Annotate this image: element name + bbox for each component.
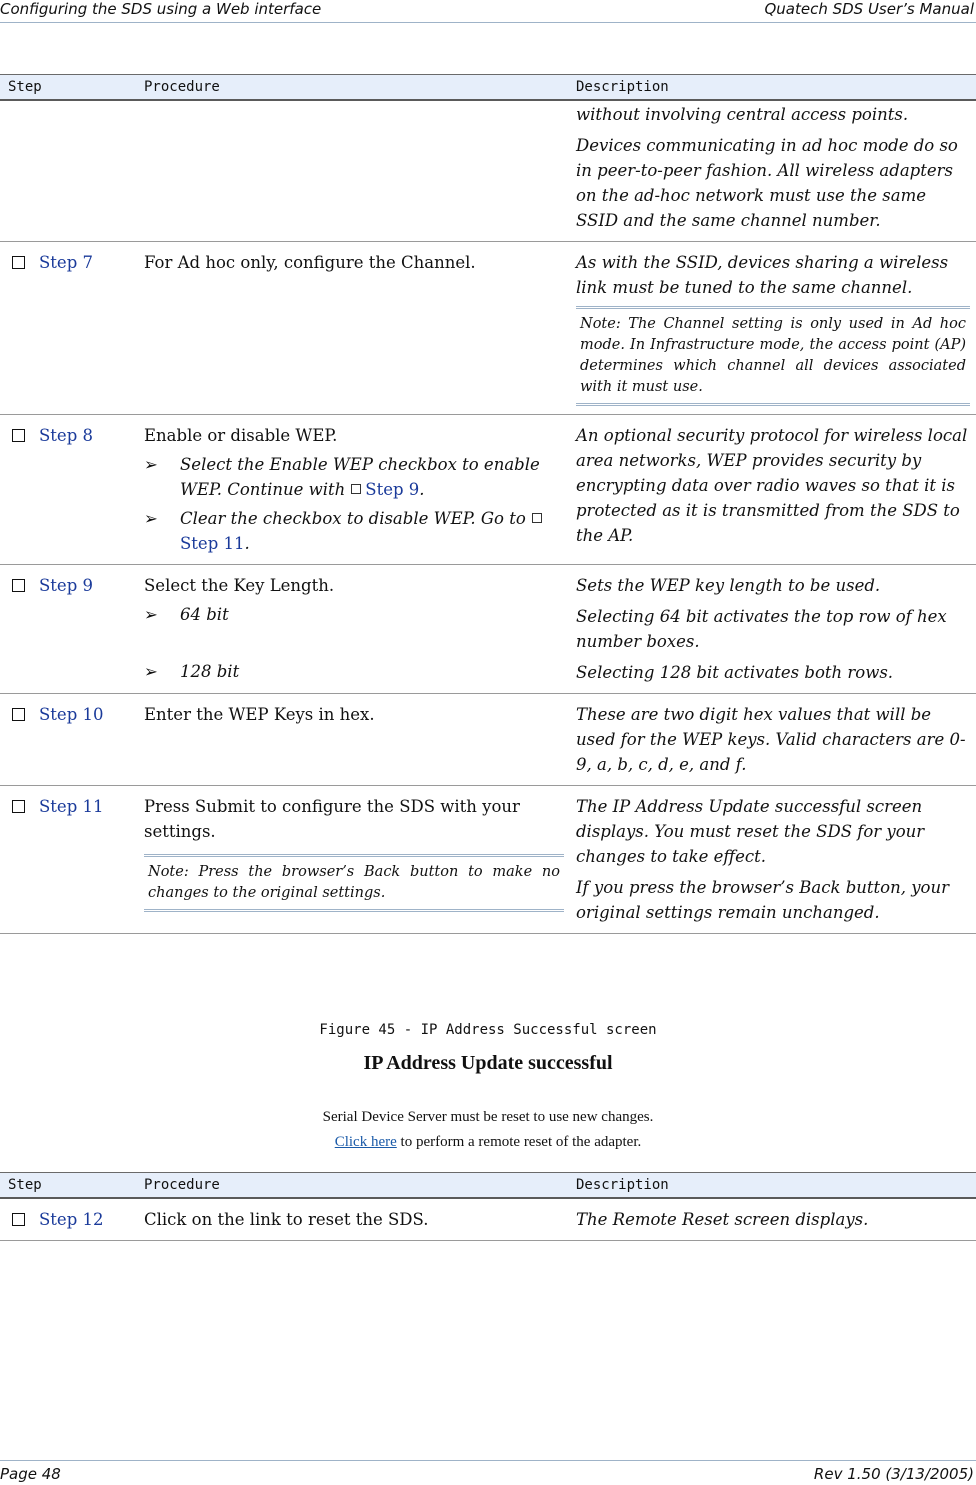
description-cell <box>570 100 976 242</box>
checkbox-icon[interactable] <box>12 1213 25 1226</box>
step-label: Step 12 <box>39 1210 104 1229</box>
col-header-description: Description <box>570 1173 976 1199</box>
table-row <box>0 100 976 242</box>
figure-caption: Figure 45 - IP Address Successful screen <box>319 1022 657 1038</box>
desc-text: As with the SSID, devices sharing a wireless link must be tuned to the same channel. <box>576 253 949 297</box>
col-header-step: Step <box>0 75 138 101</box>
desc-text: Selecting 64 bit activates the top row of hex number boxes. <box>576 607 947 651</box>
description-cell <box>570 565 976 694</box>
desc-text: Selecting 128 bit activates both rows. <box>576 663 894 682</box>
step-label: Step 11 <box>39 797 104 816</box>
page-footer <box>0 1460 976 1485</box>
figure-message: Serial Device Server must be reset to use new changes. <box>322 1109 654 1125</box>
step-cell <box>0 415 138 565</box>
col-header-step: Step <box>0 1173 138 1199</box>
step-label: Step 10 <box>39 705 104 724</box>
table-row <box>0 694 976 786</box>
square-icon <box>532 513 542 523</box>
checkbox-icon[interactable] <box>12 579 25 592</box>
header-section-title: Configuring the SDS using a Web interface <box>0 0 322 18</box>
procedure-cell <box>138 415 570 565</box>
step-label: Step 8 <box>39 426 94 445</box>
checkbox-icon[interactable] <box>12 429 25 442</box>
col-header-procedure: Procedure <box>138 1173 570 1199</box>
checkbox-icon[interactable] <box>12 800 25 813</box>
arrow-bullet-icon: ➢ <box>144 455 158 474</box>
step-cell <box>0 242 138 415</box>
description-cell <box>570 242 976 415</box>
table-row <box>0 1198 976 1241</box>
table-header-row <box>0 75 976 101</box>
page-header <box>0 0 976 23</box>
step-cell <box>0 694 138 786</box>
arrow-bullet-icon: ➢ <box>144 662 158 681</box>
checkbox-icon[interactable] <box>12 256 25 269</box>
col-header-procedure: Procedure <box>138 75 570 101</box>
arrow-bullet-icon: ➢ <box>144 509 158 528</box>
list-item: ➢ Select the Enable WEP checkbox to enable WEP. Continue with Step 9. <box>144 452 564 502</box>
description-text: These are two digit hex values that will be used for the WEP keys. Valid characters are 0-9, a, b, c, d, e, and f. <box>570 694 976 786</box>
procedure-text: Press Submit to configure the SDS with your settings. <box>144 797 520 841</box>
desc-text: Devices communicating in ad hoc mode do so in peer-to-peer fashion. All wireless adapters on the ad-hoc network must use the same SSID and the same channel number. <box>576 136 958 230</box>
procedure-cell <box>138 565 570 694</box>
procedure-text: Click on the link to reset the SDS. <box>138 1198 570 1241</box>
procedure-table-2 <box>0 1172 976 1241</box>
figure-title: IP Address Update successful <box>363 1052 613 1074</box>
desc-text: without involving central access points. <box>576 105 909 124</box>
list-item: ➢ 128 bit <box>144 659 564 684</box>
table-row <box>0 565 976 694</box>
description-cell <box>570 786 976 934</box>
description-text: An optional security protocol for wireless local area networks, WEP provides security by encrypting data over radio waves so that it is protected as it is transmitted from the SDS to the AP. <box>570 415 976 565</box>
click-here-link[interactable]: Click here <box>334 1134 397 1150</box>
table-header-row <box>0 1173 976 1199</box>
col-header-description: Description <box>570 75 976 101</box>
desc-text: Sets the WEP key length to be used. <box>576 576 881 595</box>
desc-text: If you press the browser’s Back button, your original settings remain unchanged. <box>576 878 949 922</box>
revision: Rev 1.50 (3/13/2005) <box>813 1465 974 1483</box>
procedure-table <box>0 74 976 934</box>
step-cell <box>0 1198 138 1241</box>
arrow-bullet-icon: ➢ <box>144 605 158 624</box>
step-9-link[interactable]: Step 9 <box>345 480 419 499</box>
figure-reset-line: Click here to perform a remote reset of the adapter. <box>334 1134 642 1150</box>
note-box: Note: The Channel setting is only used in Ad hoc mode. In Infrastructure mode, the access point (AP) determines which channel all devices associated with it must use. <box>576 306 970 406</box>
table-row <box>0 786 976 934</box>
procedure-text: Enable or disable WEP. <box>144 426 338 445</box>
list-item: ➢ Clear the checkbox to disable WEP. Go toStep 11. <box>144 506 564 556</box>
table-row <box>0 242 976 415</box>
step-cell <box>0 565 138 694</box>
step-label: Step 9 <box>39 576 94 595</box>
header-manual-title: Quatech SDS User’s Manual <box>764 0 974 18</box>
step-label: Step 7 <box>39 253 94 272</box>
description-text: The Remote Reset screen displays. <box>570 1198 976 1241</box>
desc-text: The IP Address Update successful screen displays. You must reset the SDS for your changes to take effect. <box>576 797 925 866</box>
procedure-text: For Ad hoc only, configure the Channel. <box>138 242 570 415</box>
step-11-link[interactable]: Step 11 <box>180 509 546 553</box>
square-icon <box>351 484 361 494</box>
table-row <box>0 415 976 565</box>
figure-screenshot <box>0 1048 976 1151</box>
procedure-cell <box>138 786 570 934</box>
checkbox-icon[interactable] <box>12 708 25 721</box>
list-item: ➢ 64 bit <box>144 602 564 627</box>
note-box: Note: Press the browser’s Back button to make no changes to the original settings. <box>144 854 564 912</box>
page-number: Page 48 <box>0 1465 61 1483</box>
procedure-text: Select the Key Length. <box>144 576 335 595</box>
procedure-text: Enter the WEP Keys in hex. <box>138 694 570 786</box>
step-cell <box>0 786 138 934</box>
